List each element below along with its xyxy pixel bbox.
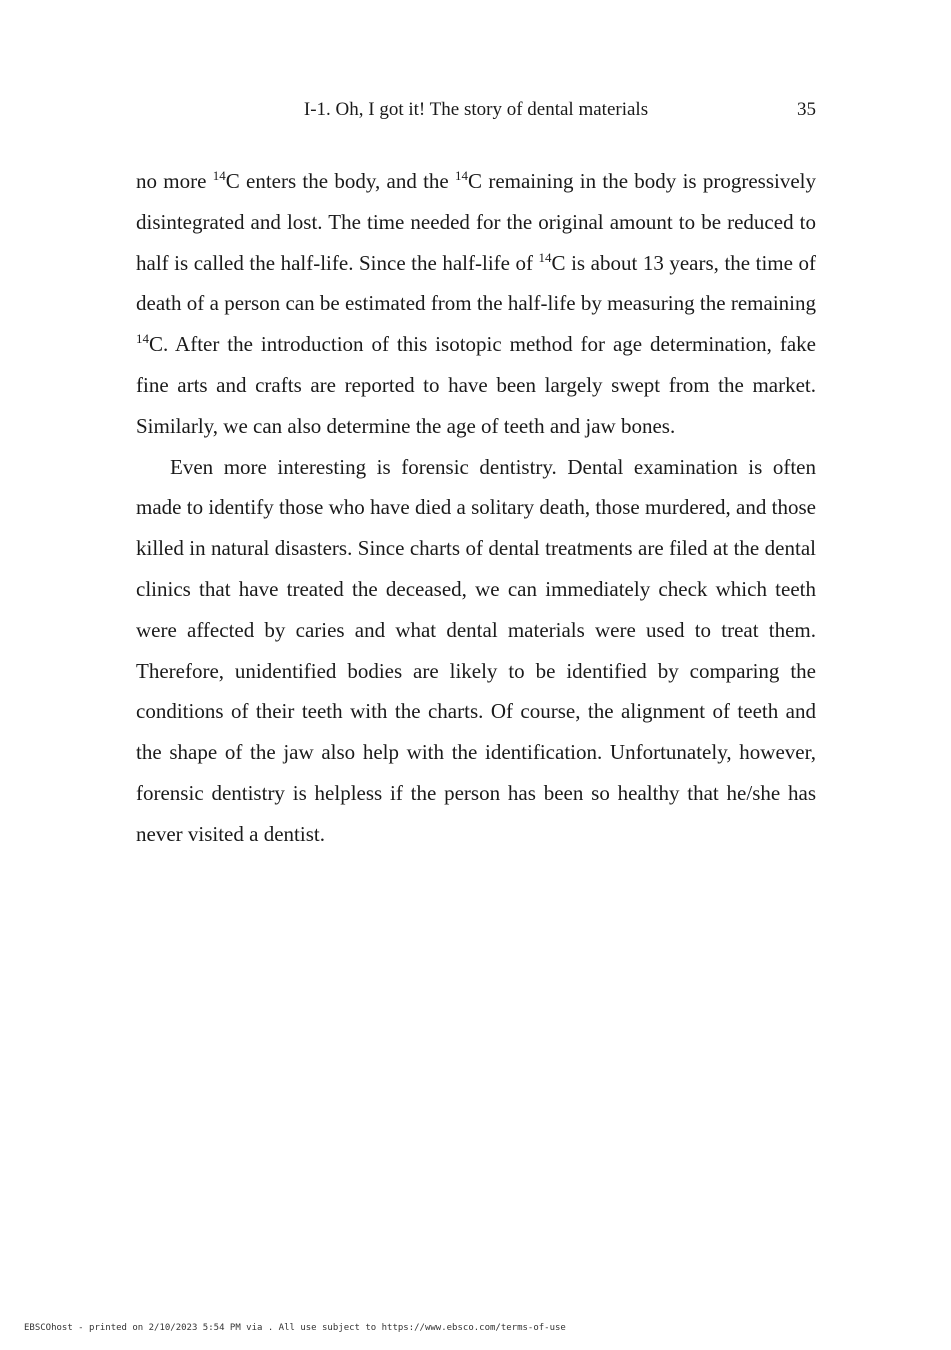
text-run: is about 13 years, the time of death of a person can be estimated from the half-life by measuring the remaining	[136, 250, 816, 316]
isotope-element: C	[551, 250, 566, 275]
isotope-superscript: 14	[136, 331, 149, 347]
isotope-element: C	[225, 169, 240, 193]
isotope-superscript: 14	[538, 249, 552, 265]
isotope-superscript: 14	[212, 167, 226, 183]
text-run: . After the introduction of this isotopic method for age determination, fake fine arts and crafts are reported to have been largely swept from the market. Similarly, we can also determine the age of teeth and jaw bones.	[136, 332, 816, 438]
isotope-superscript: 14	[455, 167, 469, 183]
running-title: I-1. Oh, I got it! The story of dental materials	[303, 99, 649, 120]
print-footer: EBSCOhost - printed on 2/10/2023 5:54 PM via . All use subject to https://www.ebsco.com/terms-of-use	[24, 1323, 566, 1333]
paragraph-carbon-dating	[136, 161, 816, 447]
paragraph-forensic-dentistry: Even more interesting is forensic dentistry. Dental examination is often made to identify those who have died a solitary death, those murdered, and those killed in natural disasters. Since charts of dental treatments are filed at the dental clinics that have treated the deceased, we can immediately check which teeth were affected by caries and what dental materials were used to treat them. Therefore, unidentified bodies are likely to be identified by comparing the conditions of their teeth with the charts. Of course, the alignment of teeth and the shape of the jaw also help with the identification. Unfortunately, however, forensic dentistry is helpless if the person has been so healthy that he/she has never visited a dentist.	[136, 454, 816, 846]
page-number: 35	[797, 99, 816, 120]
running-header	[136, 96, 816, 124]
body-text	[136, 161, 816, 855]
isotope-element: C	[468, 169, 483, 193]
text-run: enters the body, and the	[239, 169, 456, 193]
text-run: no more	[136, 169, 213, 193]
isotope-element: C	[149, 332, 164, 357]
text-run: remaining in the body is progressively disintegrated and lost. The time needed for the original amount to be reduced to half is called the half-life. Since the half-life of	[136, 169, 816, 275]
